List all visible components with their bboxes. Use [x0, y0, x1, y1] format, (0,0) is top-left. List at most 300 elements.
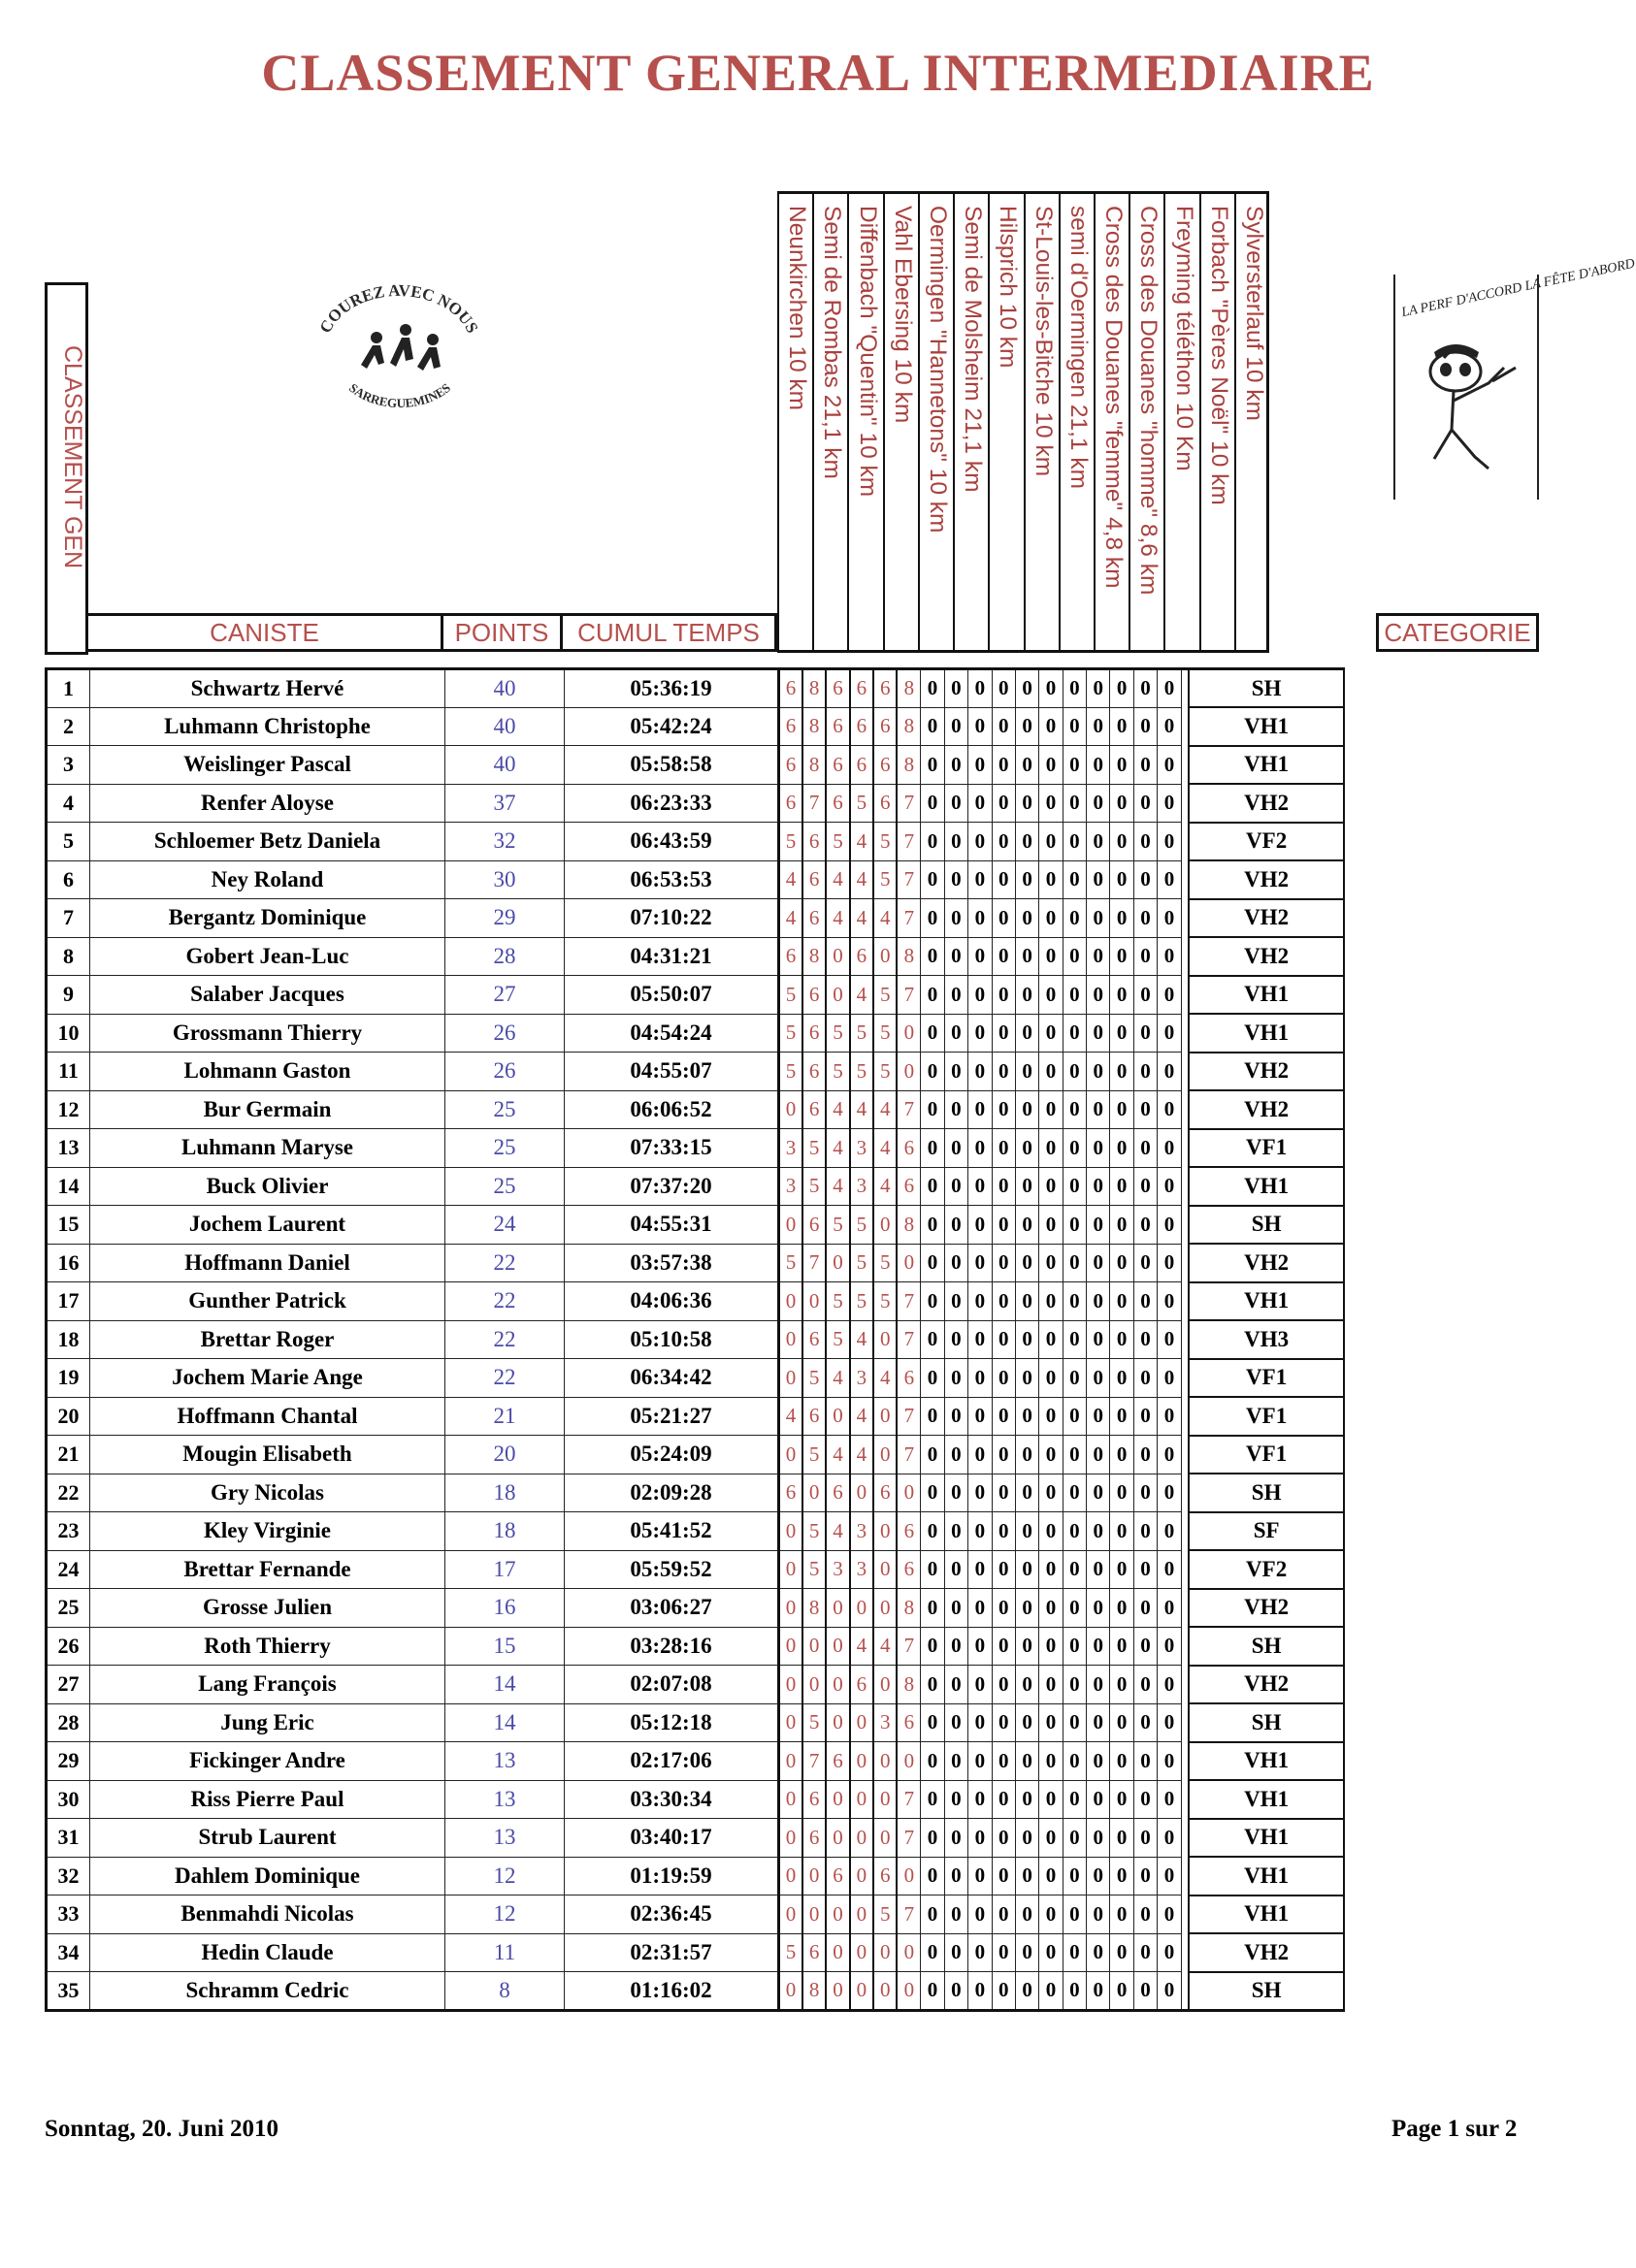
score-cell: 0	[1158, 860, 1181, 899]
score-cell: 0	[1015, 1819, 1038, 1858]
category-cell: SH	[1189, 1206, 1344, 1245]
score-cell: 0	[968, 1167, 992, 1206]
score-cell: 0	[1015, 746, 1038, 785]
score-cell: 0	[1087, 784, 1110, 823]
score-cell: 5	[873, 1053, 897, 1091]
score-cell: 0	[1158, 746, 1181, 785]
score-cell: 0	[921, 1359, 944, 1398]
score-cell: 0	[944, 1244, 967, 1282]
time-cell: 04:31:21	[565, 937, 779, 976]
score-cell: 0	[944, 1129, 967, 1168]
svg-text:COUREZ AVEC NOUS	[316, 281, 482, 336]
score-cell: 0	[992, 1014, 1015, 1053]
score-cell: 0	[1015, 823, 1038, 861]
score-cell: 3	[850, 1359, 873, 1398]
score-cell: 5	[873, 1282, 897, 1321]
score-cell: 0	[968, 784, 992, 823]
score-cell: 4	[873, 1129, 897, 1168]
time-cell: 05:58:58	[565, 746, 779, 785]
rank-cell: 12	[47, 1090, 90, 1129]
score-cell: 0	[1039, 1397, 1063, 1436]
score-cell: 8	[897, 1206, 920, 1245]
score-cell: 0	[1110, 1129, 1133, 1168]
score-cell: 6	[873, 784, 897, 823]
score-cell: 5	[850, 1014, 873, 1053]
score-cell: 0	[1110, 1090, 1133, 1129]
score-cell: 0	[802, 1282, 826, 1321]
score-cell: 0	[873, 937, 897, 976]
score-cell: 0	[850, 1589, 873, 1628]
score-cell: 0	[944, 1436, 967, 1474]
category-cell: VH1	[1189, 746, 1344, 785]
score-cell: 0	[1015, 976, 1038, 1015]
score-cell: 0	[1015, 937, 1038, 976]
race-header-label: Neunkirchen 10 km	[784, 206, 811, 411]
score-cell: 5	[873, 976, 897, 1015]
score-cell: 0	[1158, 937, 1181, 976]
score-cell: 0	[1015, 1933, 1038, 1972]
score-cell: 0	[1063, 746, 1086, 785]
score-cell: 0	[1063, 937, 1086, 976]
score-cell: 0	[1158, 707, 1181, 746]
points-cell: 37	[445, 784, 565, 823]
table-row	[47, 1244, 1345, 1282]
category-cell: VH2	[1189, 1244, 1344, 1282]
race-header-label: Cross des Douanes "homme" 8,6 km	[1135, 206, 1162, 596]
score-cell: 0	[1039, 1053, 1063, 1091]
score-cell: 0	[1158, 1512, 1181, 1551]
score-cell: 0	[921, 899, 944, 938]
score-cell: 0	[873, 1436, 897, 1474]
score-cell: 0	[1110, 1474, 1133, 1512]
score-cell: 0	[1015, 1703, 1038, 1742]
time-cell: 03:40:17	[565, 1819, 779, 1858]
category-cell: SH	[1189, 1474, 1344, 1512]
name-cell: Hoffmann Chantal	[90, 1397, 445, 1436]
score-cell: 0	[1015, 707, 1038, 746]
score-cell: 0	[1087, 1589, 1110, 1628]
category-cell: SH	[1189, 1972, 1344, 2011]
score-cell: 5	[802, 1129, 826, 1168]
score-cell: 0	[1158, 1972, 1181, 2011]
score-cell: 0	[1133, 899, 1157, 938]
score-cell: 0	[1039, 1014, 1063, 1053]
score-cell: 0	[1015, 1512, 1038, 1551]
score-cell: 0	[944, 1512, 967, 1551]
time-cell: 03:57:38	[565, 1244, 779, 1282]
score-cell: 0	[921, 1819, 944, 1858]
table-row	[47, 707, 1345, 746]
score-cell: 0	[1110, 1206, 1133, 1245]
name-cell: Roth Thierry	[90, 1627, 445, 1666]
time-cell: 05:50:07	[565, 976, 779, 1015]
score-cell: 0	[944, 707, 967, 746]
score-cell: 0	[1087, 1359, 1110, 1398]
points-cell: 29	[445, 899, 565, 938]
table-row	[47, 1014, 1345, 1053]
score-cell: 0	[1015, 1972, 1038, 2011]
score-cell: 3	[850, 1167, 873, 1206]
time-cell: 05:59:52	[565, 1550, 779, 1589]
score-cell: 7	[897, 784, 920, 823]
score-cell: 0	[873, 1589, 897, 1628]
score-cell: 0	[1133, 1819, 1157, 1858]
score-cell: 7	[802, 784, 826, 823]
score-cell: 0	[968, 1282, 992, 1321]
column-gap	[1181, 1167, 1189, 1206]
rank-cell: 33	[47, 1895, 90, 1934]
score-cell: 0	[968, 1703, 992, 1742]
score-cell: 0	[1063, 1972, 1086, 2011]
race-header-label: Vahl Ebersing 10 km	[889, 206, 916, 424]
score-cell: 0	[826, 1703, 849, 1742]
category-cell: VH2	[1189, 1090, 1344, 1129]
score-cell: 0	[992, 1895, 1015, 1934]
points-cell: 25	[445, 1167, 565, 1206]
score-cell: 0	[1133, 1206, 1157, 1245]
score-cell: 0	[992, 899, 1015, 938]
score-cell: 0	[1015, 1167, 1038, 1206]
points-cell: 40	[445, 707, 565, 746]
score-cell: 0	[968, 1512, 992, 1551]
score-cell: 0	[897, 1742, 920, 1781]
score-cell: 0	[1039, 1206, 1063, 1245]
score-cell: 5	[826, 1053, 849, 1091]
name-cell: Grossmann Thierry	[90, 1014, 445, 1053]
score-cell: 0	[1110, 860, 1133, 899]
name-cell: Mougin Elisabeth	[90, 1436, 445, 1474]
score-cell: 0	[921, 1780, 944, 1819]
results-table	[45, 667, 1345, 2012]
footer-date: Sonntag, 20. Juni 2010	[45, 2116, 279, 2142]
score-cell: 0	[1015, 1320, 1038, 1359]
race-header-2	[812, 194, 847, 650]
score-cell: 0	[968, 1053, 992, 1091]
score-cell: 6	[826, 1742, 849, 1781]
score-cell: 0	[873, 1933, 897, 1972]
score-cell: 0	[1133, 1244, 1157, 1282]
score-cell: 0	[968, 1589, 992, 1628]
score-cell: 0	[897, 1972, 920, 2011]
score-cell: 0	[992, 1167, 1015, 1206]
name-cell: Hedin Claude	[90, 1933, 445, 1972]
score-cell: 6	[802, 1320, 826, 1359]
score-cell: 0	[992, 1627, 1015, 1666]
score-cell: 4	[873, 899, 897, 938]
score-cell: 0	[1087, 1436, 1110, 1474]
score-cell: 0	[921, 784, 944, 823]
score-cell: 6	[850, 707, 873, 746]
race-header-8	[1024, 194, 1059, 650]
rank-cell: 16	[47, 1244, 90, 1282]
score-cell: 0	[1110, 823, 1133, 861]
score-cell: 0	[1110, 1436, 1133, 1474]
score-cell: 0	[992, 976, 1015, 1015]
table-row	[47, 1053, 1345, 1091]
score-cell: 0	[968, 1550, 992, 1589]
score-cell: 8	[897, 937, 920, 976]
time-cell: 05:21:27	[565, 1397, 779, 1436]
score-cell: 0	[1063, 1589, 1086, 1628]
score-cell: 6	[850, 937, 873, 976]
score-cell: 3	[779, 1167, 802, 1206]
score-cell: 0	[1110, 1512, 1133, 1551]
race-header-6	[953, 194, 988, 650]
score-cell: 0	[1063, 1512, 1086, 1551]
score-cell: 7	[897, 1436, 920, 1474]
score-cell: 0	[992, 1780, 1015, 1819]
category-cell: VH2	[1189, 1053, 1344, 1091]
score-cell: 0	[944, 1474, 967, 1512]
name-cell: Schwartz Hervé	[90, 669, 445, 708]
score-cell: 0	[921, 860, 944, 899]
score-cell: 0	[850, 1895, 873, 1934]
score-cell: 6	[897, 1129, 920, 1168]
score-cell: 0	[1087, 1627, 1110, 1666]
score-cell: 0	[873, 1550, 897, 1589]
table-row	[47, 1780, 1345, 1819]
name-cell: Lohmann Gaston	[90, 1053, 445, 1091]
table-row	[47, 1589, 1345, 1628]
score-cell: 0	[1133, 937, 1157, 976]
score-cell: 0	[826, 1933, 849, 1972]
score-cell: 6	[802, 1206, 826, 1245]
score-cell: 6	[802, 1014, 826, 1053]
score-cell: 6	[897, 1512, 920, 1551]
score-cell: 6	[802, 976, 826, 1015]
race-header-label: Forbach "Pères Noël" 10 km	[1205, 206, 1232, 505]
score-cell: 4	[873, 1167, 897, 1206]
race-header-10	[1094, 194, 1129, 650]
score-cell: 0	[779, 1550, 802, 1589]
category-cell: VF1	[1189, 1359, 1344, 1398]
score-cell: 0	[944, 1397, 967, 1436]
column-gap	[1181, 1397, 1189, 1436]
points-cell: 14	[445, 1666, 565, 1704]
time-cell: 07:33:15	[565, 1129, 779, 1168]
score-cell: 0	[1039, 1320, 1063, 1359]
score-cell: 0	[1087, 1397, 1110, 1436]
rank-cell: 4	[47, 784, 90, 823]
time-cell: 06:34:42	[565, 1359, 779, 1398]
race-header-label: Cross des Douanes "femme" 4,8 km	[1100, 206, 1128, 589]
race-header-5	[918, 194, 953, 650]
score-cell: 8	[802, 1972, 826, 2011]
score-cell: 5	[802, 1703, 826, 1742]
score-cell: 4	[826, 1167, 849, 1206]
score-cell: 6	[897, 1359, 920, 1398]
score-cell: 7	[897, 823, 920, 861]
points-cell: 24	[445, 1206, 565, 1245]
score-cell: 0	[850, 1857, 873, 1895]
points-cell: 14	[445, 1703, 565, 1742]
points-cell: 13	[445, 1780, 565, 1819]
score-cell: 0	[1063, 1397, 1086, 1436]
score-cell: 0	[944, 1550, 967, 1589]
score-cell: 4	[826, 1090, 849, 1129]
column-gap	[1181, 1512, 1189, 1551]
table-row	[47, 1933, 1345, 1972]
score-cell: 3	[779, 1129, 802, 1168]
score-cell: 0	[826, 937, 849, 976]
score-cell: 7	[897, 1627, 920, 1666]
score-cell: 0	[1158, 1474, 1181, 1512]
score-cell: 0	[1039, 1359, 1063, 1398]
score-cell: 0	[992, 1397, 1015, 1436]
table-row	[47, 1090, 1345, 1129]
score-cell: 0	[944, 937, 967, 976]
score-cell: 0	[1158, 1359, 1181, 1398]
score-cell: 0	[992, 1474, 1015, 1512]
column-gap	[1181, 1589, 1189, 1628]
score-cell: 0	[1039, 1819, 1063, 1858]
score-cell: 6	[826, 746, 849, 785]
race-header-11	[1129, 194, 1163, 650]
category-cell: SH	[1189, 1627, 1344, 1666]
score-cell: 0	[921, 1742, 944, 1781]
score-cell: 0	[968, 1129, 992, 1168]
score-cell: 0	[779, 1703, 802, 1742]
score-cell: 0	[992, 707, 1015, 746]
score-cell: 0	[1158, 899, 1181, 938]
category-cell: VH1	[1189, 1282, 1344, 1321]
points-cell: 32	[445, 823, 565, 861]
score-cell: 0	[1133, 1090, 1157, 1129]
score-cell: 0	[968, 707, 992, 746]
score-cell: 5	[802, 1512, 826, 1551]
points-cell: 28	[445, 937, 565, 976]
score-cell: 0	[944, 1090, 967, 1129]
score-cell: 0	[1063, 1474, 1086, 1512]
table-row	[47, 1972, 1345, 2011]
score-cell: 6	[873, 707, 897, 746]
table-row	[47, 1129, 1345, 1168]
score-cell: 0	[1087, 1244, 1110, 1282]
time-cell: 02:31:57	[565, 1933, 779, 1972]
score-cell: 6	[897, 1703, 920, 1742]
score-cell: 0	[1063, 1819, 1086, 1858]
race-header-14	[1234, 194, 1269, 650]
score-cell: 5	[873, 860, 897, 899]
score-cell: 0	[873, 1819, 897, 1858]
score-cell: 0	[1063, 1627, 1086, 1666]
score-cell: 0	[968, 1206, 992, 1245]
score-cell: 0	[1087, 1666, 1110, 1704]
score-cell: 0	[1158, 1014, 1181, 1053]
score-cell: 7	[897, 899, 920, 938]
score-cell: 0	[921, 1703, 944, 1742]
score-cell: 5	[802, 1359, 826, 1398]
score-cell: 8	[802, 707, 826, 746]
rank-cell: 5	[47, 823, 90, 861]
score-cell: 0	[968, 746, 992, 785]
score-cell: 0	[1110, 1589, 1133, 1628]
score-cell: 0	[1158, 1666, 1181, 1704]
score-cell: 4	[779, 1397, 802, 1436]
score-cell: 6	[779, 669, 802, 708]
score-cell: 0	[826, 976, 849, 1015]
name-cell: Bur Germain	[90, 1090, 445, 1129]
points-cell: 25	[445, 1129, 565, 1168]
score-cell: 0	[921, 1090, 944, 1129]
race-header-label: Freyming téléthon 10 Km	[1170, 206, 1197, 471]
rank-cell: 3	[47, 746, 90, 785]
score-cell: 6	[897, 1550, 920, 1589]
score-cell: 8	[802, 937, 826, 976]
score-cell: 0	[1158, 784, 1181, 823]
name-cell: Bergantz Dominique	[90, 899, 445, 938]
name-cell: Hoffmann Daniel	[90, 1244, 445, 1282]
score-cell: 6	[779, 707, 802, 746]
score-cell: 0	[1087, 1474, 1110, 1512]
name-cell: Jung Eric	[90, 1703, 445, 1742]
time-cell: 02:36:45	[565, 1895, 779, 1934]
category-column-header: CATEGORIE	[1376, 613, 1539, 652]
score-cell: 0	[873, 1320, 897, 1359]
race-header-12	[1163, 194, 1198, 650]
score-cell: 0	[921, 707, 944, 746]
score-cell: 0	[1133, 1014, 1157, 1053]
rank-cell: 13	[47, 1129, 90, 1168]
time-cell: 06:43:59	[565, 823, 779, 861]
column-gap	[1181, 976, 1189, 1015]
column-gap	[1181, 1627, 1189, 1666]
score-cell: 0	[1133, 1320, 1157, 1359]
score-cell: 5	[779, 1244, 802, 1282]
score-cell: 0	[1110, 1895, 1133, 1934]
score-cell: 0	[992, 1053, 1015, 1091]
score-cell: 0	[1039, 784, 1063, 823]
score-cell: 0	[944, 784, 967, 823]
column-gap	[1181, 860, 1189, 899]
score-cell: 0	[968, 976, 992, 1015]
score-cell: 0	[992, 1703, 1015, 1742]
score-cell: 0	[921, 1436, 944, 1474]
score-cell: 0	[802, 1627, 826, 1666]
rank-column-header	[45, 282, 88, 655]
time-cell: 05:36:19	[565, 669, 779, 708]
score-cell: 0	[968, 823, 992, 861]
score-cell: 0	[1015, 1627, 1038, 1666]
score-cell: 0	[1087, 1780, 1110, 1819]
score-cell: 0	[968, 1780, 992, 1819]
score-cell: 0	[1063, 1167, 1086, 1206]
score-cell: 0	[1039, 1550, 1063, 1589]
score-cell: 0	[1087, 707, 1110, 746]
table-row	[47, 1895, 1345, 1934]
points-cell: 12	[445, 1895, 565, 1934]
score-cell: 0	[1039, 1703, 1063, 1742]
score-cell: 0	[779, 1090, 802, 1129]
points-cell: 12	[445, 1857, 565, 1895]
column-gap	[1181, 1666, 1189, 1704]
table-row	[47, 1512, 1345, 1551]
score-cell: 4	[826, 899, 849, 938]
score-cell: 0	[1110, 669, 1133, 708]
column-gap	[1181, 899, 1189, 938]
score-cell: 0	[1158, 1550, 1181, 1589]
points-cell: 17	[445, 1550, 565, 1589]
score-cell: 5	[779, 976, 802, 1015]
score-cell: 0	[1039, 746, 1063, 785]
table-row	[47, 746, 1345, 785]
score-cell: 7	[897, 1780, 920, 1819]
column-gap	[1181, 1436, 1189, 1474]
score-cell: 0	[1039, 1282, 1063, 1321]
column-gap	[1181, 1129, 1189, 1168]
table-row	[47, 669, 1345, 708]
score-cell: 0	[1133, 1780, 1157, 1819]
